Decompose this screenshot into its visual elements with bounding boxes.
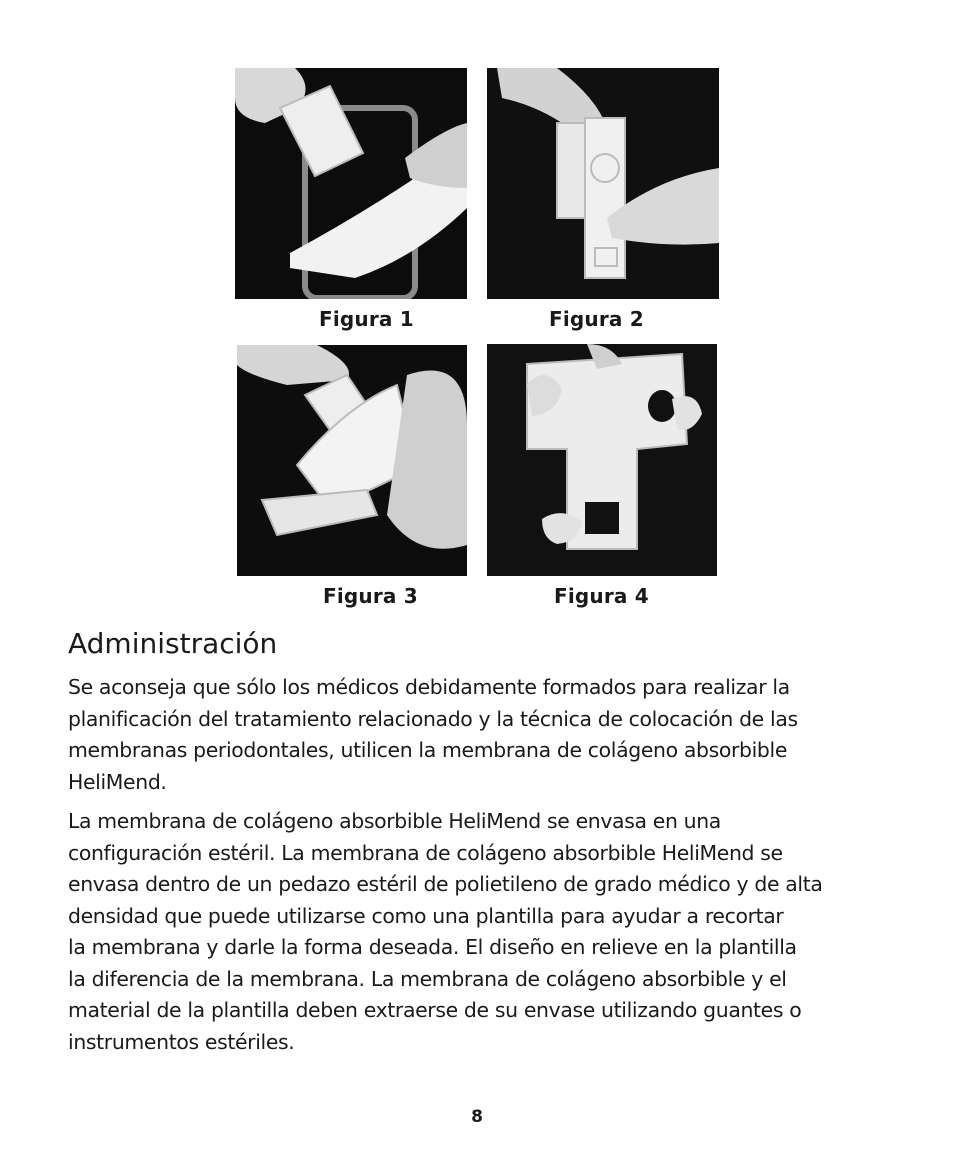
paragraph-1 (68, 672, 888, 798)
figure-2-caption: Figura 2 (549, 307, 644, 331)
figure-4-caption: Figura 4 (554, 584, 649, 608)
paragraph-2-line: material de la plantilla deben extraerse de su envase utilizando guantes o (68, 998, 802, 1022)
figure-2-photo (487, 68, 719, 299)
figure-1-caption: Figura 1 (319, 307, 414, 331)
paragraph-1-line: planificación del tratamiento relacionado y la técnica de colocación de las (68, 706, 798, 731)
figure-1-image (235, 68, 467, 299)
figure-4-image (487, 344, 717, 576)
paragraph-2-line: configuración estéril. La membrana de colágeno absorbible HeliMend se (68, 840, 783, 865)
figure-3-photo (237, 345, 467, 576)
paragraph-1-line: Se aconseja que sólo los médicos debidamente formados para realizar la (68, 675, 790, 699)
paragraph-2-line: la diferencia de la membrana. La membrana de colágeno absorbible y el (68, 966, 787, 991)
figure-3-image (237, 345, 467, 576)
paragraph-2-line: la membrana y darle la forma deseada. El diseño en relieve en la plantilla (68, 935, 797, 959)
paragraph-1-line: membranas periodontales, utilicen la membrana de colágeno absorbible (68, 738, 788, 762)
paragraph-2-line: envasa dentro de un pedazo estéril de polietileno de grado médico y de alta (68, 872, 823, 896)
paragraph-1-line: HeliMend. (68, 769, 167, 794)
figure-1-photo (235, 68, 467, 299)
paragraph-2 (68, 806, 888, 1058)
paragraph-2-line: La membrana de colágeno absorbible HeliMend se envasa en una (68, 809, 721, 833)
figure-4-photo (487, 344, 717, 576)
section-heading: Administración (68, 627, 278, 660)
page-number: 8 (471, 1107, 483, 1127)
paragraph-2-line: densidad que puede utilizarse como una plantilla para ayudar a recortar (68, 903, 784, 928)
figure-2-image (487, 68, 719, 299)
figure-3-caption: Figura 3 (323, 584, 418, 608)
paragraph-2-line: instrumentos estériles. (68, 1029, 295, 1054)
